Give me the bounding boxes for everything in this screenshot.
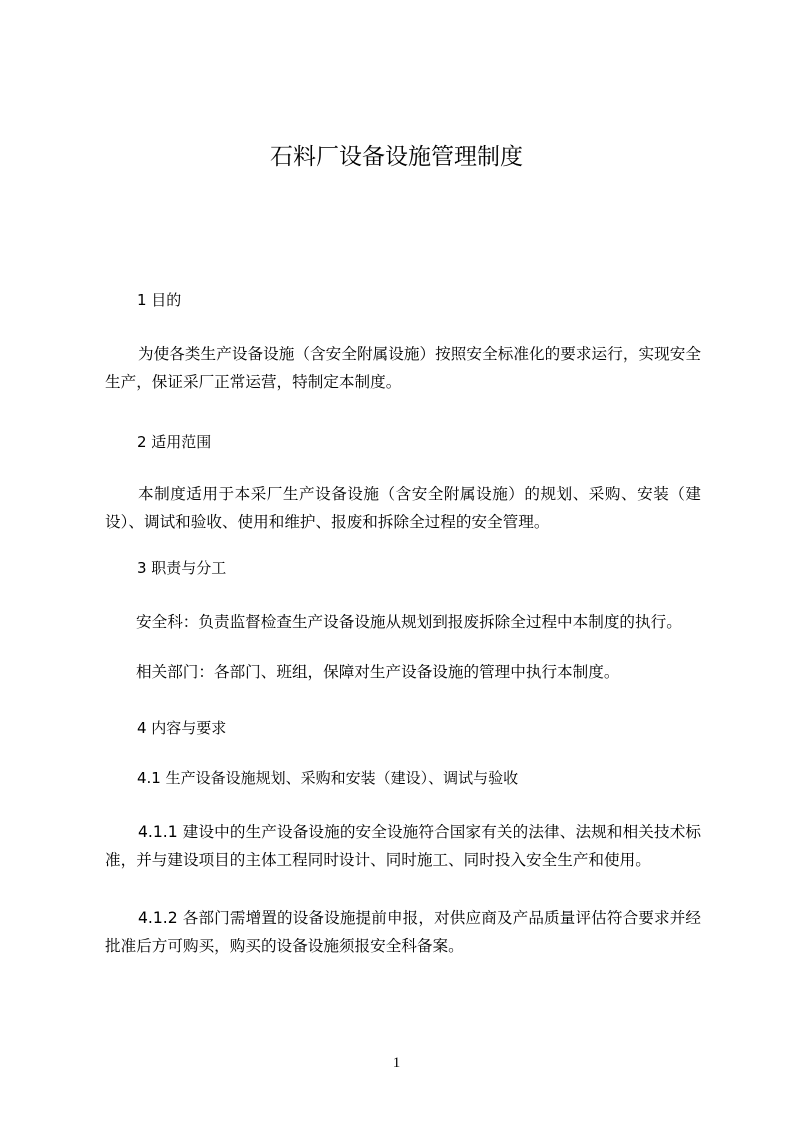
section-1-heading: 1 目的: [137, 291, 182, 309]
section-3-heading: 3 职责与分工: [137, 559, 227, 577]
section-4-1-2-paragraph: 4.1.2 各部门需增置的设备设施提前申报，对供应商及产品质量评估符合要求并经批准后方可购买，购买的设备设施须报安全科备案。: [105, 909, 701, 955]
section-3-paragraph-2: 相关部门：各部门、班组，保障对生产设备设施的管理中执行本制度。: [136, 663, 620, 681]
section-1-paragraph: 为使各类生产设备设施（含安全附属设施）按照安全标准化的要求运行，实现安全生产，保证采厂正常运营，特制定本制度。: [105, 345, 701, 391]
page-number: 1: [392, 1055, 401, 1071]
section-3-paragraph-1: 安全科：负责监督检查生产设备设施从规划到报废拆除全过程中本制度的执行。: [136, 613, 682, 631]
section-4-heading: 4 内容与要求: [137, 719, 227, 737]
section-4-1-1-paragraph: 4.1.1 建设中的生产设备设施的安全设施符合国家有关的法律、法规和相关技术标准，并与建设项目的主体工程同时设计、同时施工、同时投入安全生产和使用。: [105, 823, 701, 869]
section-2-heading: 2 适用范围: [137, 433, 212, 451]
section-4-1-heading: 4.1 生产设备设施规划、采购和安装（建设）、调试与验收: [137, 769, 519, 787]
document-title: 石料厂设备设施管理制度: [270, 144, 523, 170]
section-2-paragraph: 本制度适用于本采厂生产设备设施（含安全附属设施）的规划、采购、安装（建设）、调试和验收、使用和维护、报废和拆除全过程的安全管理。: [105, 485, 701, 531]
